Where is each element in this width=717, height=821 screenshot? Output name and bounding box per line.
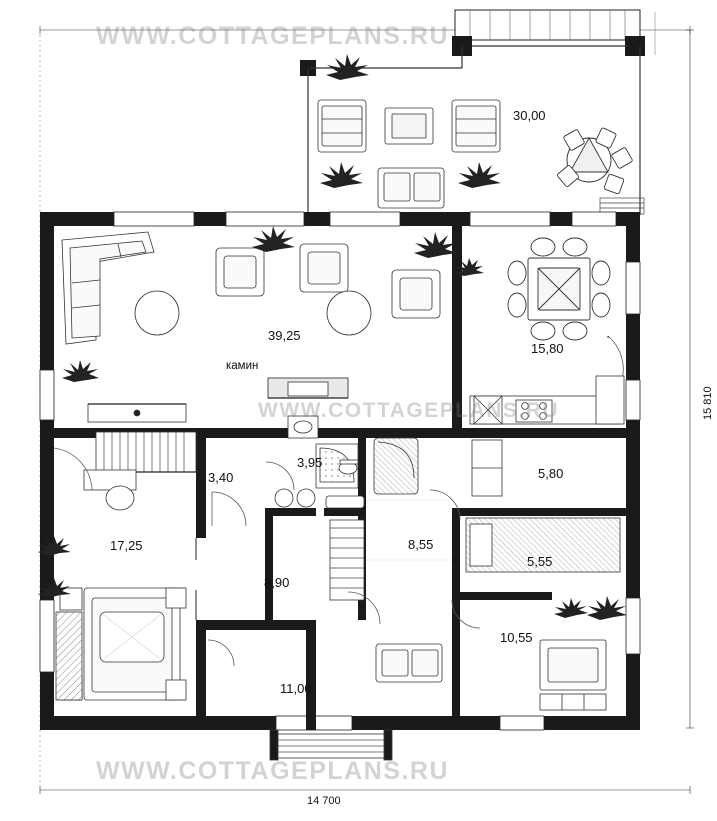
- area-entrance-lobby: 11,00: [280, 681, 312, 696]
- area-bedroom-master: 17,25: [110, 538, 143, 553]
- area-corridor: 8,55: [408, 537, 434, 552]
- area-living-room: 39,25: [268, 328, 301, 343]
- area-kitchen: 5,80: [538, 466, 564, 481]
- fireplace-label: камин: [226, 360, 259, 372]
- area-garage-room: 10,55: [500, 630, 533, 645]
- watermark-middle: WWW.COTTAGEPLANS.RU: [258, 399, 560, 422]
- watermark-top: WWW.COTTAGEPLANS.RU: [96, 22, 449, 50]
- dimension-width: 14 700: [307, 795, 341, 807]
- area-bathroom-small: 3,95: [297, 455, 323, 470]
- area-boiler-room: 5,55: [527, 554, 553, 569]
- area-terrace-upper: 30,00: [513, 108, 546, 123]
- area-hall-entrance: 8,90: [264, 575, 290, 590]
- area-hall-small: 3,40: [208, 470, 234, 485]
- area-dining-room: 15,80: [531, 341, 564, 356]
- watermark-bottom: WWW.COTTAGEPLANS.RU: [96, 757, 449, 785]
- dimension-height: 15 810: [702, 386, 714, 420]
